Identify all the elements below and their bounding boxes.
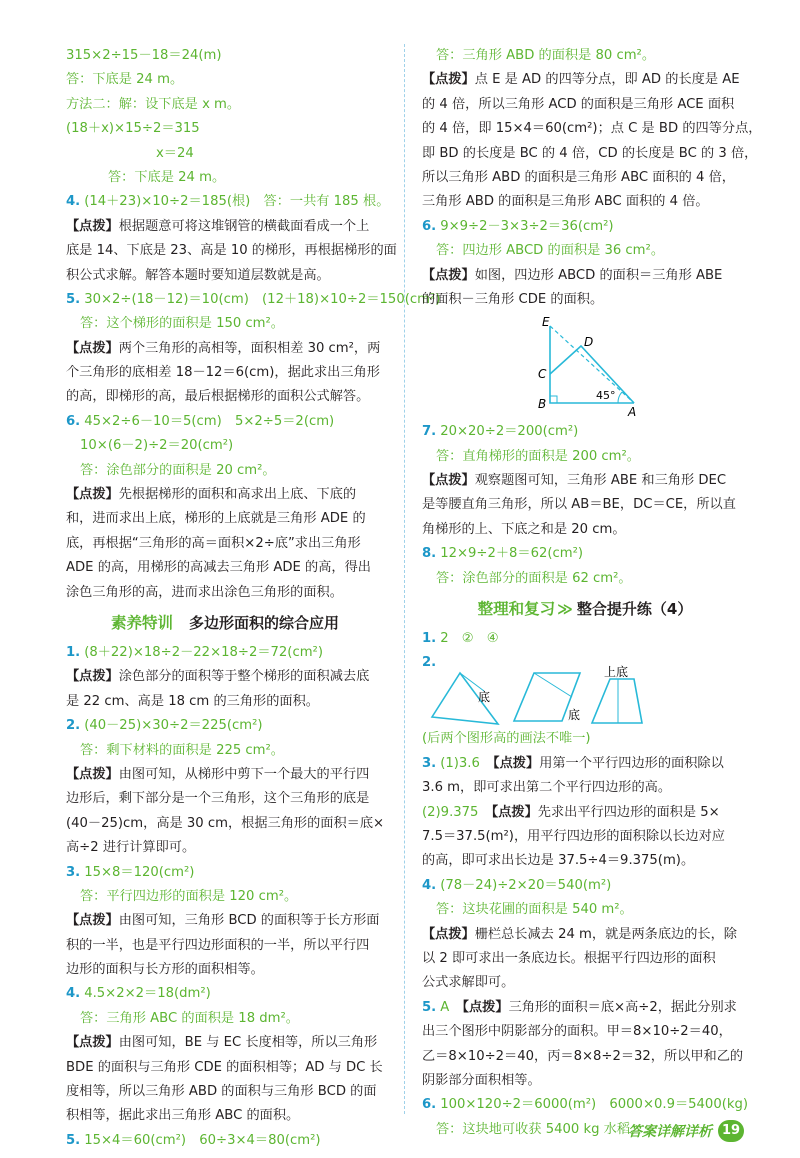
question-number: 5.	[66, 1132, 81, 1148]
question-number: 7.	[422, 424, 437, 440]
tip-label: 【点拨】	[66, 340, 119, 356]
tip-text: 公式求解即可。	[422, 975, 515, 991]
answer-conclusion: 答：四边形 ABCD 的面积是 36 cm²。	[436, 243, 665, 259]
answer-line: (2)9.375	[422, 804, 479, 820]
tip-text: BDE 的面积与三角形 CDE 的面积相等；AD 与 DC 长	[66, 1059, 383, 1075]
answer-line: 45×2÷6－10＝5(cm) 5×2÷5＝2(cm)	[84, 413, 335, 429]
tip-text: 先根据梯形的面积和高求出上底、下底的	[118, 487, 357, 503]
question-number: 6.	[422, 1097, 437, 1113]
tip-text: 即 BD 的长度是 BC 的 4 倍，CD 的长度是 BC 的 3 倍，	[422, 145, 758, 161]
page-number: 19	[718, 1120, 744, 1142]
tip-text: 积的一半，也是平行四边形面积的一半，所以平行四	[66, 937, 370, 953]
tip-text: 底，再根据“三角形的高＝面积×2÷底”求出三角形	[66, 535, 361, 551]
question-number: 6.	[422, 218, 437, 234]
tip-label: 【点拨】	[422, 267, 475, 283]
label-c: C	[538, 367, 547, 382]
question-6	[66, 410, 384, 605]
answer-line: (14＋23)×10÷2＝185(根) 答：一共有 185 根。	[84, 194, 390, 210]
answer-line: 20×20÷2＝200(cm²)	[440, 424, 579, 440]
question-number: 8.	[422, 546, 437, 562]
section-heading: 整合提升练（4）	[576, 600, 693, 619]
base-label: 底	[568, 708, 581, 723]
label-a: A	[628, 405, 637, 420]
tip-text: 由图可知，三角形 BCD 的面积等于长方形面	[118, 913, 380, 929]
tip-label: 【点拨】	[462, 999, 509, 1015]
answer-line: (40－25)×30÷2＝225(cm²)	[84, 718, 263, 734]
question-number: 5.	[422, 999, 437, 1015]
answer-line: 2 ② ④	[440, 631, 499, 647]
question-number: 3.	[422, 755, 437, 771]
special-question-5	[66, 1129, 384, 1153]
answer-line: (1)3.6	[440, 755, 480, 771]
section-highlight: 素养特训	[110, 613, 173, 632]
answer-line: 4.5×2×2＝18(dm²)	[84, 986, 211, 1002]
answer-line: (18＋x)×15÷2＝315	[66, 121, 200, 137]
tip-label: 【点拨】	[66, 669, 119, 685]
answer-line: 方法二：解：设下底是 x m。	[66, 96, 241, 112]
page-footer	[628, 1118, 744, 1144]
tip-label: 【点拨】	[66, 487, 119, 503]
answer-line: A	[440, 999, 450, 1015]
left-column	[66, 44, 441, 1153]
answer-conclusion: 答：这块花圃的面积是 540 m²。	[436, 902, 633, 918]
label-b: B	[538, 397, 547, 412]
section-highlight: 整理和复习	[477, 600, 556, 619]
special-question-2	[66, 714, 384, 860]
tip-label: 【点拨】	[422, 72, 475, 88]
answer-line: 100×120÷2＝6000(m²) 6000×0.9＝5400(kg)	[440, 1097, 749, 1113]
tip-text: ADE 的高，用梯形的高减去三角形 ADE 的高，得出	[66, 560, 371, 576]
tip-label: 【点拨】	[66, 218, 119, 234]
right-column	[422, 44, 762, 1142]
special-question-1	[66, 641, 384, 714]
question-number: 4.	[66, 194, 81, 210]
review-question-3	[422, 752, 748, 874]
special-question-6	[422, 215, 748, 421]
answer-conclusion: 答：涂色部分的面积是 62 cm²。	[436, 570, 632, 586]
tip-text: 阴影部分面积相等。	[422, 1072, 541, 1088]
shapes-figure	[422, 667, 748, 727]
column-divider	[404, 44, 405, 1114]
answer-line: 15×8＝120(cm²)	[84, 864, 195, 880]
answer-line: x＝24	[156, 145, 194, 161]
tip-text: 是 22 cm、高是 18 cm 的三角形的面积。	[66, 693, 319, 709]
tip-text: 的 4 倍，所以三角形 ACD 的面积是三角形 ACE 面积	[422, 96, 735, 112]
tip-text: 乙＝8×10÷2＝40，丙＝8×8÷2＝32，所以甲和乙的	[422, 1048, 744, 1064]
answer-conclusion: 答：这个梯形的面积是 150 cm²。	[80, 316, 284, 332]
tip-text: 是等腰直角三角形，所以 AB＝BE，DC＝CE，所以直	[422, 497, 736, 513]
tip-text: 边形的面积与长方形的面积相等。	[66, 962, 264, 978]
answer-conclusion: 答：平行四边形的面积是 120 cm²。	[80, 888, 298, 904]
base-label: 底	[478, 690, 491, 705]
tip-label: 【点拨】	[422, 473, 475, 489]
top-base-label: 上底	[604, 665, 629, 680]
tip-text: 三角形 ABD 的面积是三角形 ABC 面积的 4 倍。	[422, 194, 709, 210]
review-question-2	[422, 651, 748, 751]
tip-text: 积相等，据此求出三角形 ABC 的面积。	[66, 1108, 300, 1124]
angle-label: 45°	[596, 389, 616, 403]
tip-text: 根据题意可将这堆钢管的横截面看成一个上	[118, 218, 370, 234]
question-number: 4.	[422, 877, 437, 893]
tip-text: 边形后，剩下部分是一个三角形，这个三角形的底是	[66, 791, 370, 807]
question-number: 1.	[422, 631, 437, 647]
review-question-1	[422, 627, 748, 651]
tip-label: 【点拨】	[66, 766, 119, 782]
tip-label: 【点拨】	[422, 926, 475, 942]
answer-conclusion: 答：下底是 24 m。	[108, 169, 226, 185]
question-number: 2.	[422, 655, 437, 671]
drawing-note: (后两个图形高的画法不唯一)	[422, 731, 591, 747]
special-question-8	[422, 542, 748, 591]
tip-text: 出三个图形中阴影部分的面积。甲＝8×10÷2＝40，	[422, 1024, 732, 1040]
answer-line: 30×2÷(18－12)＝10(cm) (12＋18)×10÷2＝150(cm²)	[84, 291, 441, 307]
angle-arc	[618, 392, 622, 403]
footer-label: 答案详解详析	[628, 1124, 712, 1140]
review-question-4	[422, 874, 748, 996]
tip-text: 的 4 倍，即 15×4＝60(cm²)；点 C 是 BD 的四等分点，	[422, 121, 762, 137]
question-5	[66, 288, 441, 410]
tip-text: 的高，即梯形的高，最后根据梯形的面积公式解答。	[66, 389, 370, 405]
tip-text: 7.5＝37.5(m²)，用平行四边形的面积除以长边对应	[422, 828, 725, 844]
tip-text: 高÷2 进行计算即可。	[66, 840, 196, 856]
question-number: 5.	[66, 291, 81, 307]
section-heading: 多边形面积的综合应用	[189, 613, 340, 632]
tip-text: 点 E 是 AD 的四等分点，即 AD 的长度是 AE	[474, 72, 740, 88]
tip-label: 【点拨】	[66, 913, 119, 929]
right-angle-mark	[550, 396, 557, 403]
answer-line: 12×9÷2＋8＝62(cm²)	[440, 546, 584, 562]
tip-text: 如图，四边形 ABCD 的面积＝三角形 ABE	[474, 267, 723, 283]
answer-conclusion: 答：涂色部分的面积是 20 cm²。	[80, 462, 276, 478]
special-question-4	[66, 982, 384, 1128]
tip-text: 涂色部分的面积等于整个梯形的面积减去底	[118, 669, 370, 685]
chevron-right-icon: ≫	[557, 600, 573, 619]
tip-text: 积公式求解。解答本题时要知道层数就是高。	[66, 267, 330, 283]
answer-line: 9×9÷2－3×3÷2＝36(cm²)	[440, 218, 614, 234]
tip-text: 两个三角形的高相等，面积相差 30 cm²，两	[118, 340, 381, 356]
tip-text: 个三角形的底相差 18－12＝6(cm)，据此求出三角形	[66, 365, 380, 381]
answer-conclusion: 答：三角形 ABC 的面积是 18 dm²。	[80, 1010, 299, 1026]
answer-line: (8＋22)×18÷2－22×18÷2＝72(cm²)	[84, 644, 323, 660]
triangle-diagram	[422, 312, 748, 420]
answer-line: 10×(6－2)÷2＝20(cm²)	[80, 438, 234, 454]
height-drawings	[422, 667, 748, 727]
tip-text: 由图可知，BE 与 EC 长度相等，所以三角形	[118, 1035, 378, 1051]
label-d: D	[584, 335, 594, 350]
tip-text: 栅栏总长减去 24 m，就是两条底边的长，除	[474, 926, 737, 942]
answer-line: (78－24)÷2×20＝540(m²)	[440, 877, 612, 893]
tip-text: 观察题图可知，三角形 ABE 和三角形 DEC	[474, 473, 727, 489]
trapezoid-shape	[592, 679, 642, 723]
tip-label: 【点拨】	[491, 804, 538, 820]
answer-conclusion: 答：下底是 24 m。	[66, 72, 184, 88]
tip-text: 底是 14、下底是 23、高是 10 的梯形，再根据梯形的面	[66, 243, 397, 259]
tip-text: 和，进而求出上底，梯形的上底就是三角形 ADE 的	[66, 511, 366, 527]
tip-text: 的高，即可求出长边是 37.5÷4＝9.375(m)。	[422, 853, 695, 869]
special-question-7	[422, 420, 748, 542]
special-question-3	[66, 861, 384, 983]
triangle-figure	[422, 312, 748, 420]
answer-conclusion: 答：直角梯形的面积是 200 cm²。	[436, 448, 640, 464]
review-question-5	[422, 996, 748, 1094]
answer-line: 15×4＝60(cm²) 60÷3×4＝80(cm²)	[84, 1132, 321, 1148]
question-number: 3.	[66, 864, 81, 880]
quadrilateral-edges	[550, 346, 634, 403]
tip-text: 角梯形的上、下底之和是 20 cm。	[422, 521, 626, 537]
tip-text: 的面积－三角形 CDE 的面积。	[422, 291, 604, 307]
tip-text: 用第一个平行四边形的面积除以	[539, 755, 724, 771]
tip-text: 度相等，所以三角形 ABD 的面积与三角形 BCD 的面	[66, 1084, 377, 1100]
question-4	[66, 190, 397, 288]
question-number: 1.	[66, 644, 81, 660]
section-title	[422, 591, 748, 627]
tip-text: 3.6 m，即可求出第二个平行四边形的高。	[422, 780, 672, 796]
answer-line: 315×2÷15－18＝24(m)	[66, 48, 222, 63]
tip-text: (40－25)cm，高是 30 cm，根据三角形的面积＝底×	[66, 815, 385, 831]
question-number: 4.	[66, 986, 81, 1002]
tip-label: 【点拨】	[493, 755, 540, 771]
tip-text: 涂色三角形的高，进而求出涂色三角形的面积。	[66, 584, 343, 600]
label-e: E	[542, 315, 550, 330]
height-line	[534, 673, 572, 697]
tip-text: 先求出平行四边形的面积是 5×	[537, 804, 720, 820]
section-title	[66, 605, 384, 641]
tip-text: 所以三角形 ABD 的面积是三角形 ABC 面积的 4 倍，	[422, 169, 735, 185]
tip-label: 【点拨】	[66, 1035, 119, 1051]
answer-conclusion: 答：这块地可收获 5400 kg 水稻。	[436, 1121, 644, 1137]
answer-conclusion: 答：剩下材料的面积是 225 cm²。	[80, 742, 284, 758]
tip-text: 三角形的面积＝底×高÷2，据此分别求	[508, 999, 737, 1015]
question-number: 2.	[66, 718, 81, 734]
question-number: 6.	[66, 413, 81, 429]
tip-text: 以 2 即可求出一条底边长。根据平行四边形的面积	[422, 950, 716, 966]
tip-text: 由图可知，从梯形中剪下一个最大的平行四	[118, 766, 370, 782]
answer-conclusion: 答：三角形 ABD 的面积是 80 cm²。	[436, 48, 656, 63]
